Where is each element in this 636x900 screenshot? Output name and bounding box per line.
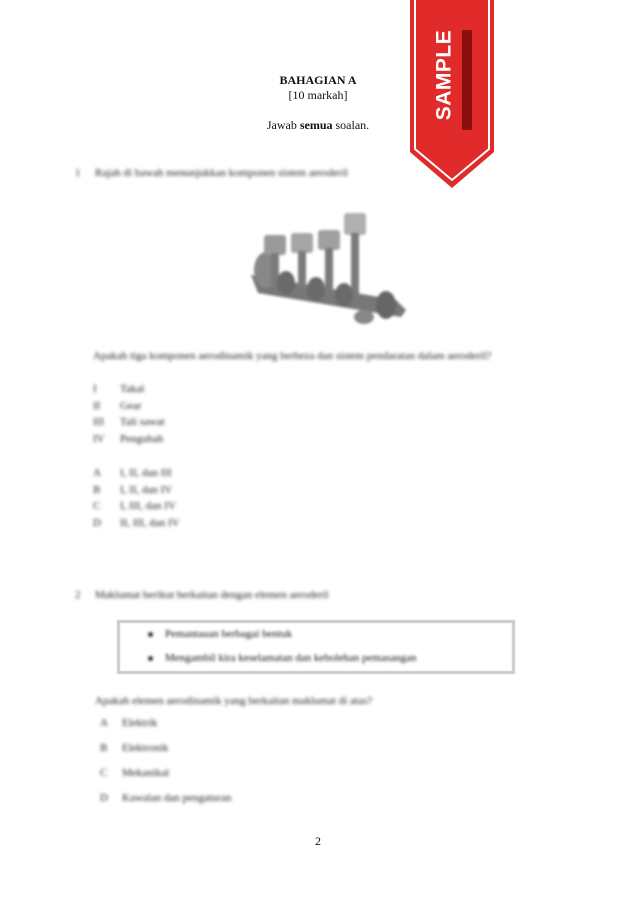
option-row[interactable] (93, 467, 180, 484)
instruction-bold: semua (299, 118, 333, 132)
bullet-icon (148, 632, 153, 637)
item-label: III (93, 416, 104, 428)
item-row (93, 383, 165, 400)
bullet-icon (148, 656, 153, 661)
item-row (93, 433, 165, 450)
option-text: I, II, dan IV (120, 483, 173, 496)
info-box-text: Mengambil kira keselamatan dan kebolehan pemasangan (165, 652, 417, 664)
watermark-text: SAMPLE (432, 29, 456, 121)
question-1-stem: Rajah di bawah menunjukkan komponen sistem aeroderil (95, 167, 348, 179)
option-text: II, III, dan IV (120, 516, 180, 529)
option-row[interactable] (93, 517, 180, 534)
option-label: D (100, 792, 108, 804)
option-label: B (100, 742, 108, 754)
item-text: Gear (120, 399, 142, 412)
question-2-stem: Maklumat berikut berkaitan dengan elemen aeroderil (95, 589, 329, 601)
option-label: C (100, 767, 108, 779)
item-label: IV (93, 432, 105, 445)
page-number: 2 (315, 834, 321, 848)
item-text: Pengubah (120, 432, 164, 445)
option-row[interactable] (100, 767, 231, 792)
option-row[interactable] (100, 717, 231, 742)
option-text: Kawalan dan pengaturan (122, 792, 232, 804)
instruction (0, 118, 636, 133)
option-label: A (100, 717, 108, 729)
option-text: I, III, dan IV (120, 500, 176, 512)
sample-watermark-ribbon (410, 0, 494, 188)
section-marks: [10 markah] (288, 88, 348, 102)
section-title: BAHAGIAN A (279, 73, 357, 87)
option-row[interactable] (100, 792, 231, 817)
info-box-text: Pemantauan berbagai bentuk (165, 628, 293, 640)
item-text: Takal (120, 383, 145, 395)
watermark-tag-icon (462, 30, 472, 130)
info-box-item (148, 628, 498, 640)
item-row (93, 400, 165, 417)
option-text: I, II, dan III (120, 467, 172, 479)
option-label: A (93, 467, 101, 479)
option-row[interactable] (93, 484, 180, 501)
instruction-suffix: soalan. (332, 118, 370, 132)
question-1-items (93, 383, 165, 449)
question-1-options (93, 467, 180, 533)
instruction-prefix: Jawab (266, 118, 300, 132)
option-text: Mekanikal (122, 767, 170, 779)
question-2-options (100, 717, 231, 817)
option-text: Elektronik (122, 742, 169, 754)
info-box-item (148, 652, 498, 664)
option-label: D (93, 516, 101, 529)
item-text: Tali sawat (120, 416, 165, 428)
option-text: Elektrik (122, 717, 158, 729)
item-label: II (93, 399, 101, 412)
question-2-prompt: Apakah elemen aerodinamik yang berkaitan maklumat di atas? (95, 695, 373, 707)
question-1-prompt: Apakah tiga komponen aerodinamik yang berbeza dan sistem pendaratan dalam aeroderil? (93, 350, 492, 362)
question-2-number: 2 (75, 589, 81, 601)
option-label: B (93, 483, 101, 496)
question-1-number: 1 (75, 167, 81, 179)
item-label: I (93, 383, 97, 395)
option-row[interactable] (100, 742, 231, 767)
question-2-info-box (117, 620, 515, 674)
option-label: C (93, 500, 101, 512)
option-row[interactable] (93, 500, 180, 517)
item-row (93, 416, 165, 433)
engine-crankshaft-figure (246, 205, 411, 330)
